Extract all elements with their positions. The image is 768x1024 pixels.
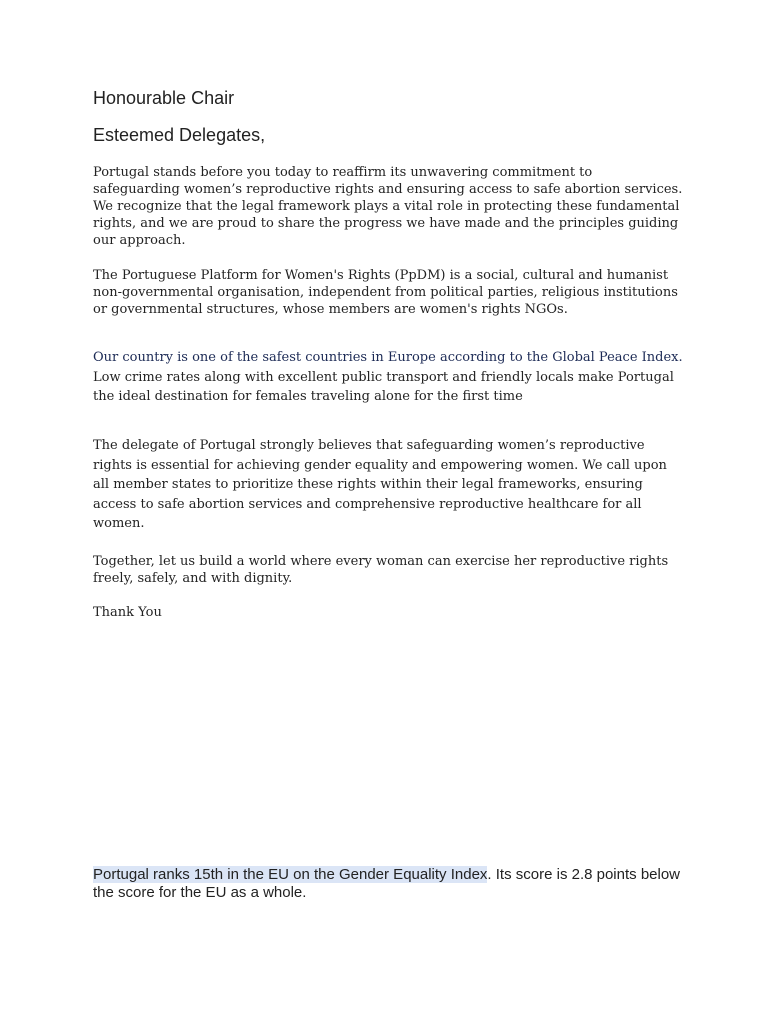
footnote-gender-equality	[93, 866, 683, 902]
footnote-rest: . Its score is 2.8 points below the score for the EU as a whole.	[93, 866, 681, 901]
paragraph-ppdm: The Portuguese Platform for Women's Rights (PpDM) is a social, cultural and humanist non-governmental organisation, independent from political parties, religious institutions or governmental structures, whose members are women's rights NGOs.	[93, 268, 678, 317]
salutation-chair: Honourable Chair	[93, 88, 235, 108]
paragraph-delegate: The delegate of Portugal strongly believes that safeguarding women’s reproductive rights is essential for achieving gender equality and empowering women. We call upon all member states to prioritize these rights within their legal frameworks, ensuring access to safe abortion services and comprehensive reproductive healthcare for all women.	[93, 438, 667, 532]
paragraph-safety	[93, 348, 683, 407]
paragraph-commitment: Portugal stands before you today to reaffirm its unwavering commitment to safeguarding women’s reproductive rights and ensuring access to safe abortion services. We recognize that the legal framework plays a vital role in protecting these fundamental rights, and we are proud to share the progress we have made and the principles guiding our approach.	[93, 165, 683, 248]
closing-thank-you: Thank You	[93, 605, 162, 620]
highlighted-text: Portugal ranks 15th in the EU on the Gender Equality Index	[93, 866, 488, 883]
salutation-delegates: Esteemed Delegates,	[93, 125, 266, 145]
safety-rest: Low crime rates along with excellent public transport and friendly locals make Portugal the ideal destination for females traveling alone for the first time	[93, 369, 674, 405]
paragraph-together: Together, let us build a world where every woman can exercise her reproductive rights freely, safely, and with dignity.	[93, 554, 669, 586]
safety-first-sentence: Our country is one of the safest countries in Europe according to the Global Peace Index.	[93, 350, 683, 365]
